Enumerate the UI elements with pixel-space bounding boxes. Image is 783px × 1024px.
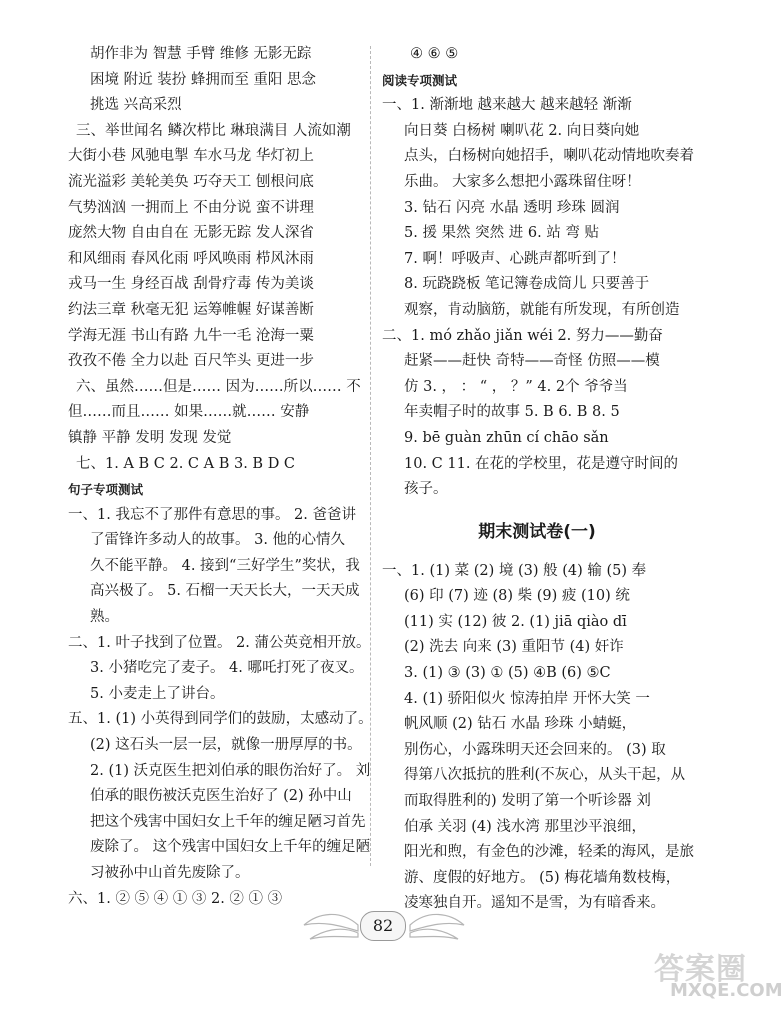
answer-line: 帆风顺 (2) 钻石 水晶 珍珠 小蜻蜓， bbox=[404, 716, 637, 733]
page-number: 82 bbox=[360, 911, 406, 941]
answer-line: 废除了。 这个残害中国妇女上千年的缠足陋 bbox=[90, 839, 371, 856]
answer-line: 六、1. ② ⑤ ④ ① ③ 2. ② ① ③ bbox=[68, 890, 283, 907]
answer-line: 但……而且…… 如果……就…… 安静 bbox=[68, 404, 310, 421]
answer-line: 三、举世闻名 鳞次栉比 琳琅满目 人流如潮 bbox=[76, 122, 351, 139]
column-divider bbox=[370, 46, 371, 866]
answer-line: 流光溢彩 美轮美奂 巧夺天工 刨根问底 bbox=[68, 173, 314, 190]
answer-line: 了雷锋许多动人的故事。 3. 他的心情久 bbox=[90, 532, 346, 549]
answer-line: 孩子。 bbox=[404, 481, 448, 498]
answer-line: 向日葵 白杨树 喇叭花 2. 向日葵向她 bbox=[404, 122, 640, 139]
answer-line: 4. (1) 骄阳似火 惊涛拍岸 开怀大笑 一 bbox=[404, 690, 650, 707]
answer-line: 久不能平静。 4. 接到“三好学生”奖状，我 bbox=[90, 557, 360, 574]
answer-line: 2. (1) 沃克医生把刘伯承的眼伤治好了。 刘 bbox=[90, 762, 371, 779]
answer-line: 二、1. mó zhǎo jiǎn wéi 2. 努力——勤奋 bbox=[382, 327, 663, 344]
answer-line: 8. 玩跷跷板 笔记簿卷成筒儿 只要善于 bbox=[404, 276, 650, 293]
watermark-bottom: MXQE.COM bbox=[670, 980, 783, 1001]
answer-line: 高兴极了。 5. 石榴一天天长大，一天天成 bbox=[90, 583, 360, 600]
answer-line: 7. 啊！呼吸声、心跳声都听到了！ bbox=[404, 250, 626, 267]
answer-line: 3. (1) ③ (3) ① (5) ④B (6) ⑤C bbox=[404, 665, 611, 682]
answer-line: 仿 3. ， ： “ ， ？” 4. 2个 爷爷当 bbox=[404, 378, 628, 395]
answer-line: 和风细雨 春风化雨 呼风唤雨 栉风沐雨 bbox=[68, 250, 314, 267]
answer-line: 10. C 11. 在花的学校里，花是遵守时间的 bbox=[404, 455, 679, 472]
answer-line: 熟。 bbox=[90, 609, 119, 626]
answer-line: 得第八次抵抗的胜利(不灰心，从头干起，从 bbox=[404, 767, 686, 784]
answer-line: 年卖帽子时的故事 5. B 6. B 8. 5 bbox=[404, 404, 620, 421]
right-column-bottom bbox=[382, 559, 692, 917]
answer-line: 伯承 关羽 (4) 浅水湾 那里沙平浪细， bbox=[404, 818, 646, 835]
answer-line: 5. 小麦走上了讲台。 bbox=[90, 685, 225, 702]
answer-line: 点头，白杨树向她招手，喇叭花动情地吹奏着 bbox=[404, 148, 694, 165]
answer-line: (11) 实 (12) 彼 2. (1) jiā qiào dī bbox=[404, 613, 627, 630]
answer-line: 而取得胜利的) 发明了第一个听诊器 刘 bbox=[404, 793, 651, 810]
answer-line: 挑选 兴高采烈 bbox=[90, 97, 182, 114]
page-number-ornament bbox=[300, 895, 468, 955]
answer-line: 庞然大物 自由自在 无影无踪 发人深省 bbox=[68, 225, 314, 242]
exam-title: 期末测试卷(一) bbox=[478, 521, 596, 542]
section-heading: 阅读专项测试 bbox=[382, 72, 458, 88]
answer-line: 观察，肯动脑筋，就能有所发现，有所创造 bbox=[404, 301, 680, 318]
answer-line: (2) 洗去 向来 (3) 重阳节 (4) 奸诈 bbox=[404, 639, 624, 656]
answer-line: 赶紧——赶快 奇特——奇怪 仿照——模 bbox=[404, 353, 660, 370]
right-column bbox=[382, 42, 692, 917]
answer-line: 阳光和煦，有金色的沙滩，轻柔的海风，是旅 bbox=[404, 844, 694, 861]
answer-line: 七、1. A B C 2. C A B 3. B D C bbox=[76, 455, 296, 472]
watermark-logo bbox=[650, 940, 783, 1010]
answer-line: 一、1. 渐渐地 越来越大 越来越轻 渐渐 bbox=[382, 97, 632, 114]
answer-line: 凌寒独自开。遥知不是雪，为有暗香来。 bbox=[404, 895, 665, 912]
section-heading: 句子专项测试 bbox=[68, 482, 144, 498]
left-column bbox=[68, 42, 373, 912]
answer-line: 伯承的眼伤被沃克医生治好了 (2) 孙中山 bbox=[90, 788, 352, 805]
answer-line: 困境 附近 装扮 蜂拥而至 重阳 思念 bbox=[90, 71, 317, 88]
answer-line: 3. 小猪吃完了麦子。 4. 哪吒打死了夜叉。 bbox=[90, 660, 364, 677]
answer-line: 一、1. (1) 菜 (2) 境 (3) 般 (4) 输 (5) 奉 bbox=[382, 562, 647, 579]
answer-line: 六、虽然……但是…… 因为……所以…… 不 bbox=[76, 378, 361, 395]
right-column-top bbox=[382, 42, 692, 503]
answer-line: 孜孜不倦 全力以赴 百尺竿头 更进一步 bbox=[68, 353, 314, 370]
answer-line: 戎马一生 身经百战 刮骨疗毒 传为美谈 bbox=[68, 276, 314, 293]
answer-line: 别伤心，小露珠明天还会回来的。 (3) 取 bbox=[404, 741, 666, 758]
answer-line: 胡作非为 智慧 手臂 维修 无影无踪 bbox=[90, 46, 312, 62]
answer-line: (6) 印 (7) 迹 (8) 柴 (9) 疲 (10) 统 bbox=[404, 588, 630, 605]
answer-line: 3. 钻石 闪亮 水晶 透明 珍珠 圆润 bbox=[404, 199, 620, 216]
answer-line: 游、度假的好地方。 (5) 梅花墙角数枝梅， bbox=[404, 869, 681, 886]
answer-line: 9. bē guàn zhūn cí chāo sǎn bbox=[404, 429, 609, 446]
answer-line: 约法三章 秋毫无犯 运筹帷幄 好谋善断 bbox=[68, 301, 314, 318]
answer-line: 五、1. (1) 小英得到同学们的鼓励，太感动了。 bbox=[68, 711, 373, 728]
answer-line: 乐曲。 大家多么想把小露珠留住呀！ bbox=[404, 173, 641, 190]
answer-line: 镇静 平静 发明 发现 发觉 bbox=[68, 429, 232, 446]
answer-line: 大街小巷 风驰电掣 车水马龙 华灯初上 bbox=[68, 148, 314, 165]
answer-line: 二、1. 叶子找到了位置。 2. 蒲公英竞相开放。 bbox=[68, 634, 371, 651]
watermark-top: 答案圈 bbox=[654, 952, 747, 987]
answer-line: (2) 这石头一层一层，就像一册厚厚的书。 bbox=[90, 737, 362, 754]
answer-line: ④ ⑥ ⑤ bbox=[410, 46, 459, 62]
answer-line: 习被孙中山首先废除了。 bbox=[90, 865, 250, 881]
answer-line: 5. 援 果然 突然 进 6. 站 弯 贴 bbox=[404, 225, 600, 242]
answer-line: 气势汹汹 一拥而上 不由分说 蛮不讲理 bbox=[68, 199, 314, 216]
answer-line: 把这个残害中国妇女上千年的缠足陋习首先 bbox=[90, 813, 366, 830]
answer-line: 学海无涯 书山有路 九牛一毛 沧海一粟 bbox=[68, 327, 314, 344]
answer-line: 一、1. 我忘不了那件有意思的事。 2. 爸爸讲 bbox=[68, 506, 356, 523]
